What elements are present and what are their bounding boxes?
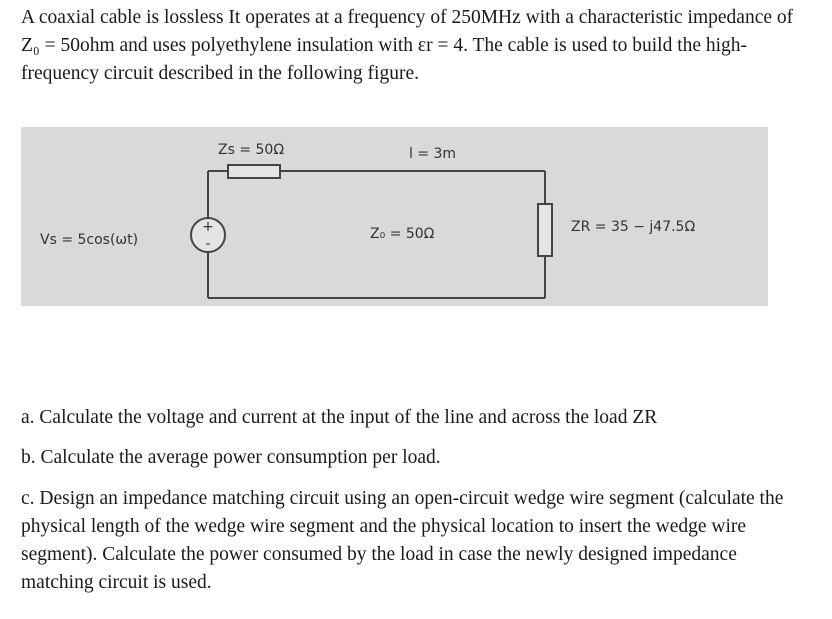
characteristic-impedance-label: Z₀ = 50Ω	[370, 226, 435, 242]
source-minus: -	[205, 236, 211, 252]
question-b: b. Calculate the average power consumption per load.	[21, 447, 441, 468]
source-voltage-label: Vs = 5cos(ωt)	[40, 232, 139, 248]
problem-intro: A coaxial cable is lossless It operates at a frequency of 250MHz with a characteristic impedance of Z₀ = 50ohm and uses polyethylene insulation with εr = 4. The cable is used to build the high-frequency circuit described in the following figure.	[21, 7, 794, 84]
load-impedance-label: ZR = 35 − j47.5Ω	[571, 219, 696, 235]
load-resistor	[538, 204, 552, 256]
circuit-diagram	[21, 127, 768, 306]
circuit-figure	[21, 127, 768, 306]
line-length-label: l = 3m	[409, 146, 457, 162]
source-plus: +	[202, 219, 214, 235]
question-a: a. Calculate the voltage and current at the input of the line and across the load ZR	[21, 407, 658, 428]
source-resistor	[228, 165, 280, 178]
question-c: c. Design an impedance matching circuit using an open-circuit wedge wire segment (calculate the physical length of the wedge wire segment and the physical location to insert the wedge wire segment). Calculate the power consumed by the load in case the newly designed impedance matching circuit is used.	[21, 488, 784, 593]
source-impedance-label: Zs = 50Ω	[218, 142, 285, 158]
